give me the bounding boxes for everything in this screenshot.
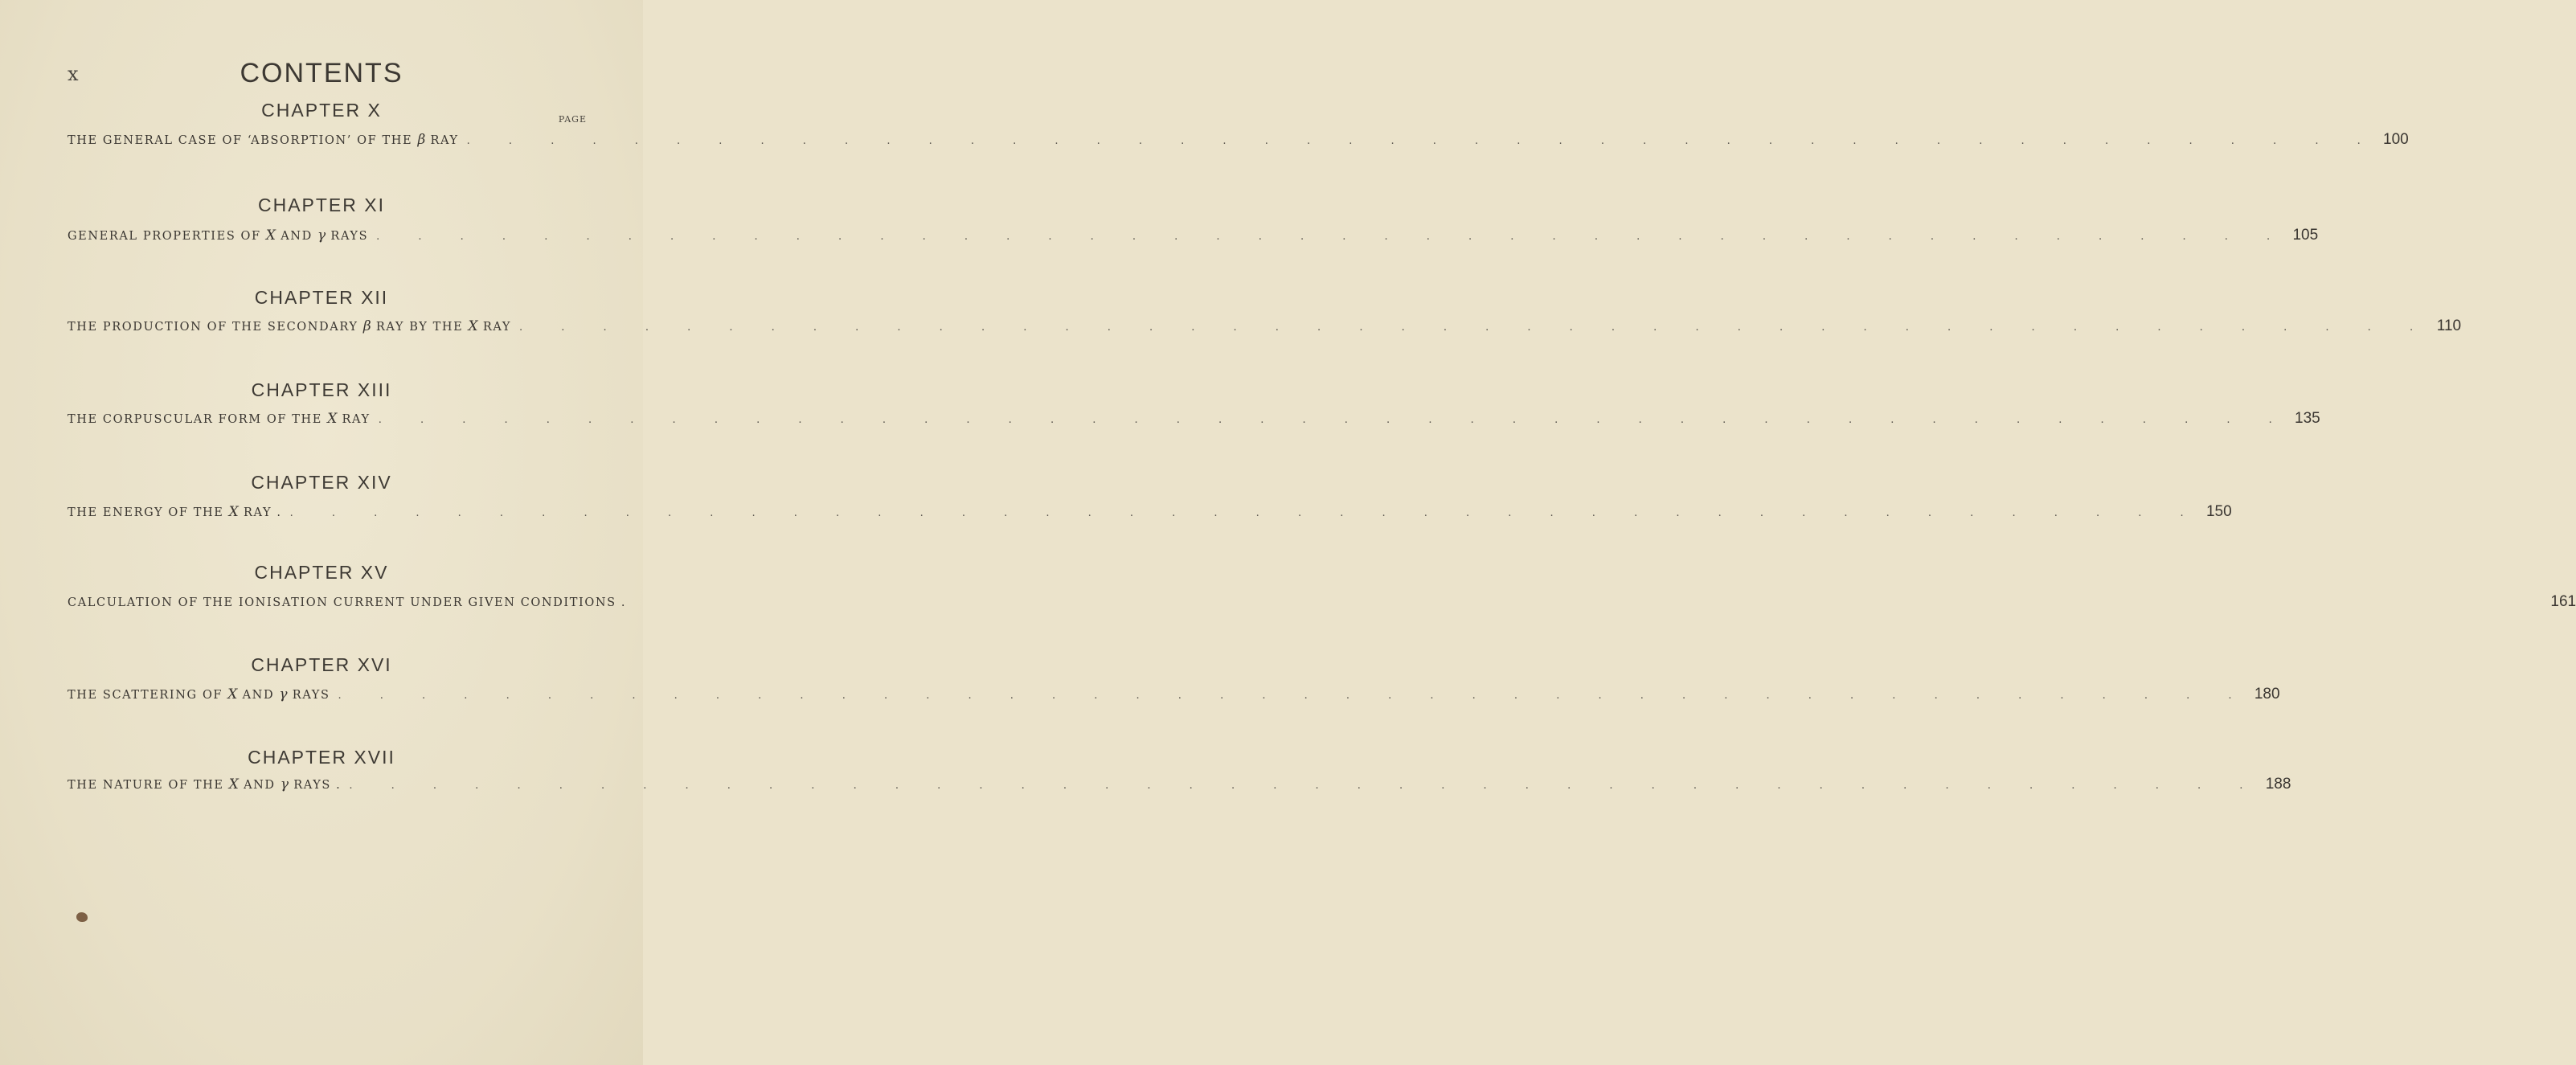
toc-entry[interactable]: [68, 225, 2319, 246]
chapter-heading: CHAPTER XI: [257, 195, 386, 215]
toc-entry-title: THE ENERGY OF THE X RAY .: [68, 504, 282, 520]
toc-entry-page: 161: [2550, 593, 2576, 610]
chapter-heading: CHAPTER XII: [254, 287, 389, 308]
toc-entry-title: THE SCATTERING OF X AND γ RAYS: [68, 686, 330, 702]
dot-leader: [341, 776, 2260, 797]
page-column-label: PAGE: [558, 114, 587, 125]
toc-entry[interactable]: [68, 316, 2462, 337]
dot-leader: [330, 686, 2250, 707]
toc-entry-page: 180: [2254, 686, 2280, 702]
chapter-block: [0, 653, 643, 677]
toc-entry-page: 105: [2292, 227, 2319, 244]
chapter-block: [0, 470, 643, 494]
chapter-block: [0, 560, 643, 584]
chapter-block: [0, 285, 643, 309]
running-head-title: CONTENTS: [240, 58, 403, 88]
toc-entry-title: GENERAL PROPERTIES OF X AND γ RAYS: [68, 227, 369, 244]
chapter-heading: CHAPTER XIV: [251, 472, 392, 493]
chapter-block: [0, 745, 643, 769]
chapter-block: [0, 378, 643, 402]
toc-entry-title: THE GENERAL CASE OF ‘ABSORPTION’ OF THE β RAY: [68, 132, 459, 148]
toc-entry-page: 188: [2265, 776, 2291, 793]
chapter-block: [0, 98, 643, 122]
toc-entry-page: 110: [2436, 317, 2462, 334]
page-folio: x: [68, 63, 80, 85]
toc-entry[interactable]: [68, 774, 2291, 795]
toc-entry-page: 135: [2295, 410, 2320, 427]
toc-entry[interactable]: [68, 684, 2280, 705]
toc-entry-title: THE NATURE OF THE X AND γ RAYS .: [68, 776, 342, 793]
toc-entry-page: 100: [2383, 131, 2409, 148]
chapter-heading: CHAPTER X: [261, 100, 382, 121]
toc-entry[interactable]: [68, 129, 2409, 150]
dot-leader: [368, 227, 2287, 248]
dot-leader: [371, 410, 2290, 431]
chapter-heading: CHAPTER XIII: [251, 379, 392, 400]
chapter-heading: CHAPTER XVI: [251, 654, 392, 675]
dot-leader: [511, 317, 2431, 338]
toc-entry[interactable]: [68, 408, 2320, 429]
toc-entry-title: THE CORPUSCULAR FORM OF THE X RAY: [68, 411, 371, 427]
chapter-heading: CHAPTER XV: [254, 562, 389, 583]
toc-entry[interactable]: [68, 592, 2576, 612]
chapter-heading: CHAPTER XVII: [248, 747, 395, 768]
dot-leader: [459, 131, 2378, 152]
chapter-block: [0, 193, 643, 217]
dot-leader: [282, 503, 2201, 524]
toc-entry[interactable]: [68, 502, 2232, 522]
paper-stain-mark: [76, 912, 88, 922]
toc-entry-page: 150: [2205, 503, 2232, 520]
toc-entry-title: CALCULATION OF THE IONISATION CURRENT UNDER GIVEN CONDITIONS .: [68, 596, 627, 609]
toc-entry-title: THE PRODUCTION OF THE SECONDARY β RAY BY THE X RAY: [68, 318, 512, 334]
